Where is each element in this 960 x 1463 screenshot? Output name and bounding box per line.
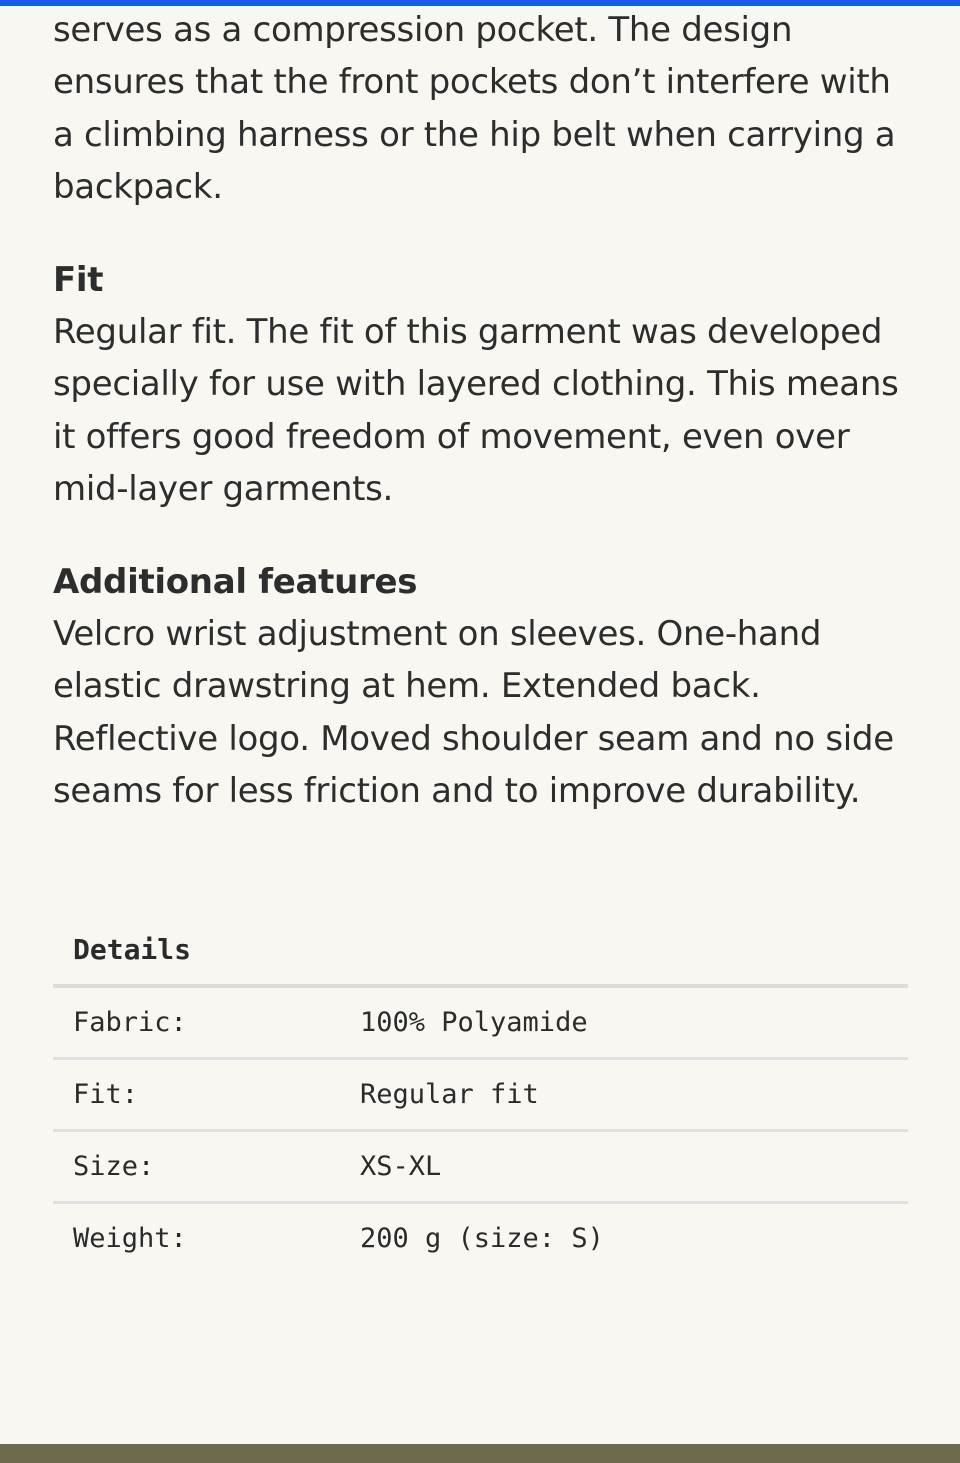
features-heading: Additional features: [53, 561, 418, 602]
features-section: [53, 556, 913, 818]
details-row-fabric: [53, 988, 908, 1060]
footer-band: [0, 1444, 960, 1463]
details-title: Details: [53, 920, 908, 988]
details-row-weight: [53, 1204, 908, 1273]
fit-paragraph: Regular fit. The fit of this garment was developed specially for use with layered clothing. This means it offers good freedom of movement, even over mid-layer garments.: [53, 312, 899, 510]
details-label: Weight:: [73, 1223, 187, 1254]
details-value: XS-XL: [360, 1151, 442, 1182]
product-description: [53, 4, 913, 818]
details-table: [53, 920, 908, 1273]
details-label: Size:: [73, 1151, 155, 1182]
intro-paragraph: serves as a compression pocket. The design ensures that the front pockets don’t interfere with a climbing harness or the hip belt when carrying a backpack.: [53, 10, 896, 208]
details-row-size: [53, 1132, 908, 1204]
details-label: Fit:: [73, 1079, 139, 1110]
details-value: Regular fit: [360, 1079, 539, 1110]
details-value: 100% Polyamide: [360, 1007, 588, 1038]
details-value: 200 g (size: S): [360, 1223, 604, 1254]
fit-heading: Fit: [53, 259, 104, 300]
details-row-fit: [53, 1060, 908, 1132]
features-paragraph: Velcro wrist adjustment on sleeves. One-hand elastic drawstring at hem. Extended back. Reflective logo. Moved shoulder seam and no side seams for less friction and to improve durability.: [53, 614, 894, 812]
details-label: Fabric:: [73, 1007, 187, 1038]
fit-section: [53, 254, 913, 516]
